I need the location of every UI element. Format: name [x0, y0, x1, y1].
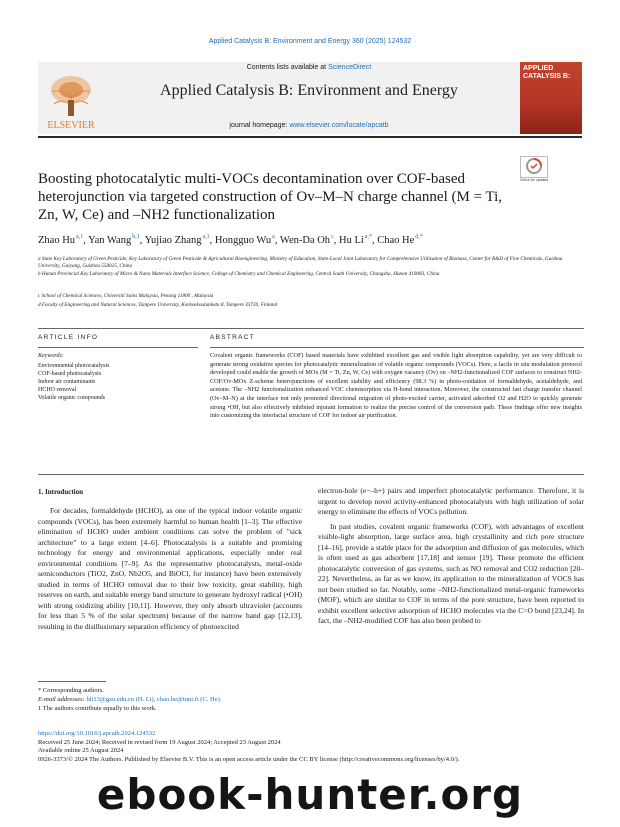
author-affiliation-marker[interactable]: a: [272, 234, 275, 240]
author-name[interactable]: Yujiao Zhang: [144, 235, 202, 246]
email-addresses[interactable]: hli13@gzu.edu.cn (H. Li), chao.he@tuni.fi (C. He).: [86, 696, 222, 703]
author-affiliation-marker[interactable]: b,1: [132, 234, 140, 240]
header-rule: [38, 136, 582, 138]
homepage-link[interactable]: www.elsevier.com/locate/apcatb: [289, 122, 389, 129]
author-affiliation-marker[interactable]: a,1: [76, 234, 84, 240]
affiliation-d: d Faculty of Engineering and Natural Sciences, Tampere University, Korkeakoulunkatu 8, Tampere 33720, Finland: [38, 302, 278, 308]
equal-contribution-note: 1 The authors contribute equally to this work.: [38, 705, 157, 712]
affiliation-c: c School of Chemical Sciences, Universiti Sains Malaysia, Penang 11800 , Malaysia: [38, 293, 214, 299]
author-affiliation-marker[interactable]: a,*: [364, 234, 372, 240]
keyword: Environmental photocatalysis: [38, 363, 110, 369]
abstract-heading: ABSTRACT: [210, 334, 256, 341]
publication-info: [38, 730, 584, 764]
journal-title: Applied Catalysis B: Environment and Energy: [160, 82, 458, 99]
author-affiliation-marker[interactable]: c: [331, 234, 334, 240]
introduction-paragraph: In past studies, covalent organic frameworks (COF), with advantages of excellent visible-light absorption, large surface area, high crystallinity and rich pore structure [14–16], provide a stable place for the adsorption and diffusion of gas molecules, which is often used as gas adsorbent [17,18] and sensor [19]. These promote the efficient photocatalytic conversion of gas systems, such as NO removal and CO2 reduction [20–22]. Nevertheless, as far as we know, its application to the mineralization of VOCS has not been studied so far. Notably, some –NH2-functionalized metal-organic frameworks (MOF), which are similar to COF in terms of the pore structure, have been reported to exhibit excellent selective adsorption of HCHO molecules via the C=O bond [23,24]. In fact, the –NH2-modified COF has also been probed to: [318, 521, 584, 625]
check-updates-label: Check for updates: [519, 178, 549, 182]
journal-homepage: [104, 122, 514, 129]
watermark: ebook-hunter.org: [96, 770, 524, 819]
author-affiliation-marker[interactable]: a,1: [202, 234, 210, 240]
article-info-rule: [38, 347, 198, 348]
license-line: 0926-3373/© 2024 The Authors. Published by Elsevier B.V. This is an open access article under the CC BY license (http://creativecommons.org/licenses/by/4.0/).: [38, 755, 460, 763]
author-name[interactable]: Hongguo Wu: [214, 235, 272, 246]
footnotes: [38, 686, 584, 713]
keywords-label: Keywords:: [38, 353, 64, 359]
introduction-left-column: [38, 506, 302, 632]
email-label: E-mail addresses:: [38, 696, 87, 703]
author-affiliation-marker[interactable]: d,*: [415, 234, 423, 240]
introduction-paragraph: For decades, formaldehyde (HCHO), as one of the typical indoor volatile organic compounds (VOCs), has been extremely harmful to human health [1–3]. The effective elimination of HCHO under ambient conditions can solve the problem of "sick architecture" to a large extent [4–6]. Photocatalysis is a suitable and promising technology for energy and environmental applications, especially under real environmental conditions [7–9]. As the representative photocatalysts, metal-oxide semiconductors (TiO2, ZnO, Nb2O5, and BiOCl, for instance) have been extensively studied in terms of HCHO removal due to their low toxicity, great stability, high reserves on earth, and suitable energy band structure to generate hydroxyl radical (•OH) with strong oxidizing ability [10,11]. However, they only absorb ultraviolet (accounts for less than 5 % of the solar spectrum) because of the narrow band gap [12,13], resulting in the disillusionary separation efficiency of photoexcited: [38, 506, 302, 631]
keyword: Volatile organic compounds: [38, 395, 106, 401]
keyword: HCHO removal: [38, 387, 77, 393]
author-name[interactable]: Yan Wang: [88, 235, 132, 246]
corresponding-note: * Corresponding authors.: [38, 687, 104, 694]
doi-link[interactable]: https://doi.org/10.1016/j.apcatb.2024.124532: [38, 730, 156, 737]
publisher-name: ELSEVIER: [47, 120, 95, 131]
received-dates: Received 25 June 2024; Received in revised form 19 August 2024; Accepted 23 August 2024: [38, 738, 281, 746]
homepage-prefix: journal homepage:: [229, 122, 290, 129]
journal-reference[interactable]: Applied Catalysis B: Environment and Energy 360 (2025) 124532: [208, 38, 412, 45]
elsevier-logo: [38, 64, 104, 134]
sciencedirect-link[interactable]: ScienceDirect: [328, 64, 372, 71]
available-online: Available online 25 August 2024: [38, 747, 124, 755]
section-rule-top: [38, 328, 584, 329]
introduction-right-column: [318, 486, 584, 627]
article-info-heading: ARTICLE INFO: [38, 334, 99, 341]
author-name[interactable]: Hu Li: [338, 235, 364, 246]
footnote-rule: [38, 681, 106, 682]
affiliation-b: b Hunan Provincial Key Laboratory of Micro & Nano Materials Interface Science, College of Chemistry and Chemical Engineering, Central South University, Changsha, Hunan 410083, China: [38, 271, 440, 277]
cover-title: APPLIED CATALYSIS B:: [523, 65, 571, 80]
article-title: Boosting photocatalytic multi-VOCs decontamination over COF-based heterojunction via targeted construction of Ov–M–N charge channel (M = Ti, Zn, W, Ce) and –NH2 functionalization: [38, 171, 503, 223]
abstract-text: Covalent organic frameworks (COF) based materials have exhibited excellent gas and visible light absorption capability, yet are very difficult to generate strong oxidative species for photocatalytic mineralization of volatile organic compounds (VOCs). Here, a facile in situ modulation protocol developed could enable the growth of MOx (M = Ti, Zn, W, Ce) with oxygen vacancy (Ov) on –NH2-functionalized COF surfaces to construct NH2-COF/Ov-MOx Z-scheme heterojunctions of excellent stability and efficiency (98.3 %) in photo-oxidation of formaldehyde, acetaldehyde, and acetone. The –NH2 functionalization enhanced VOC chemisorption via H-bond interaction. Moreover, the constructed fast charge transfer channel (Ov–M–N) at the interface not only promoted directional migration of photo-excited carrier, activated adsorbed O2 and H2O to quickly generate strong •OH, but also effectively inhibited injurant formation to realize the precise control of the conversion path. These findings offer new insights into customizing the interfacial structure of COF for indoor air purification.: [210, 352, 582, 420]
keyword: COF-based photocatalysts: [38, 371, 102, 377]
author-list: Zhao Hu$^{a,1}$, Yan Wang$^{b,1}$, Yujiao Zhang$^{a,1}$, Hongguo Wu$^a$, Wen-Da Oh$^c$, Hu $Li^{a,*}$, Chao $He^{d,*}$: [38, 234, 423, 246]
abstract-rule: [210, 347, 584, 348]
email-line: [38, 695, 584, 704]
contents-line: [104, 64, 514, 71]
keyword: Indoor air contaminants: [38, 379, 96, 385]
author-name[interactable]: Chao He: [377, 235, 415, 246]
introduction-heading: 1. Introduction: [38, 488, 83, 496]
section-rule-bottom: [38, 474, 584, 475]
introduction-paragraph: electron-hole (e−–h+) pairs and imperfect photocatalytic performance. Therefore, it is urgent to develop novel activity-enhanced photocatalysts with high utilization of solar energy to eliminate the effects of VOCs pollution.: [318, 486, 584, 516]
author-name[interactable]: Wen-Da Oh: [279, 235, 331, 246]
affiliation-a: a State Key Laboratory of Green Pesticide, Key Laboratory of Green Pesticide & Agricultural Bioengineering, Ministry of Education, State-Local Joint Laboratory for Comprehensive Utilization of Biomass, Center for R&D of Fine Chemicals, Guizhou University, Guiyang, Guizhou 550025, China: [38, 256, 563, 269]
author-name[interactable]: Zhao Hu: [38, 235, 76, 246]
contents-prefix: Contents lists available at: [246, 64, 329, 71]
